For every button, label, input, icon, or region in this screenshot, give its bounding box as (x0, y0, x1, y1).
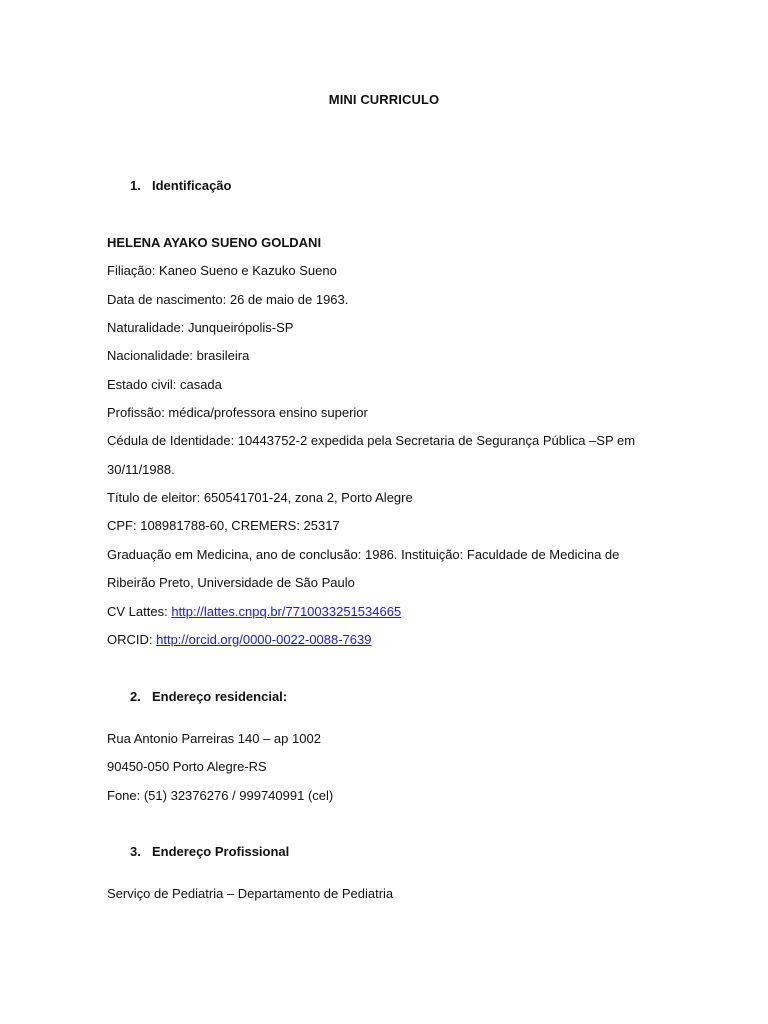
filiacao-line: Filiação: Kaneo Sueno e Kazuko Sueno (107, 263, 337, 278)
section-label: Endereço residencial: (152, 689, 288, 704)
graduacao-line-2: Ribeirão Preto, Universidade de São Paulo (107, 575, 355, 590)
orcid-line (107, 632, 372, 647)
cedula-line-1: Cédula de Identidade: 10443752-2 expedida pela Secretaria de Segurança Pública –SP em (107, 433, 636, 448)
lattes-link[interactable]: http://lattes.cnpq.br/7710033251534665 (171, 604, 402, 619)
cpf-line: CPF: 108981788-60, CREMERS: 25317 (107, 518, 340, 533)
document-title: MINI CURRICULO (328, 92, 440, 107)
cedula-line-2: 30/11/1988. (107, 462, 175, 477)
profissao-line: Profissão: médica/professora ensino superior (107, 405, 368, 420)
section-number: 1. (130, 178, 141, 193)
section-heading-identificacao (130, 178, 231, 193)
professional-department-line: Serviço de Pediatria – Departamento de Pediatria (107, 886, 394, 901)
section-label: Identificação (152, 178, 232, 193)
section-heading-endereco-profissional (130, 844, 289, 859)
person-name: HELENA AYAKO SUENO GOLDANI (107, 235, 322, 250)
orcid-label: ORCID: (107, 632, 157, 647)
residential-city-line: 90450-050 Porto Alegre-RS (107, 759, 267, 774)
naturalidade-line: Naturalidade: Junqueirópolis-SP (107, 320, 294, 335)
section-number: 3. (130, 844, 141, 859)
orcid-link[interactable]: http://orcid.org/0000-0022-0088-7639 (156, 632, 372, 647)
birth-date-line: Data de nascimento: 26 de maio de 1963. (107, 292, 349, 307)
lattes-label: CV Lattes: (107, 604, 172, 619)
section-number: 2. (130, 689, 141, 704)
section-heading-endereco-residencial (130, 689, 287, 704)
graduacao-line-1: Graduação em Medicina, ano de conclusão: 1986. Instituição: Faculdade de Medicina de (107, 547, 620, 562)
section-label: Endereço Profissional (152, 844, 290, 859)
lattes-line (107, 604, 401, 619)
titulo-eleitor-line: Título de eleitor: 650541701-24, zona 2, Porto Alegre (107, 490, 413, 505)
residential-phone-line: Fone: (51) 32376276 / 999740991 (cel) (107, 788, 334, 803)
estado-civil-line: Estado civil: casada (107, 377, 222, 392)
nacionalidade-line: Nacionalidade: brasileira (107, 348, 250, 363)
residential-street-line: Rua Antonio Parreiras 140 – ap 1002 (107, 731, 321, 746)
